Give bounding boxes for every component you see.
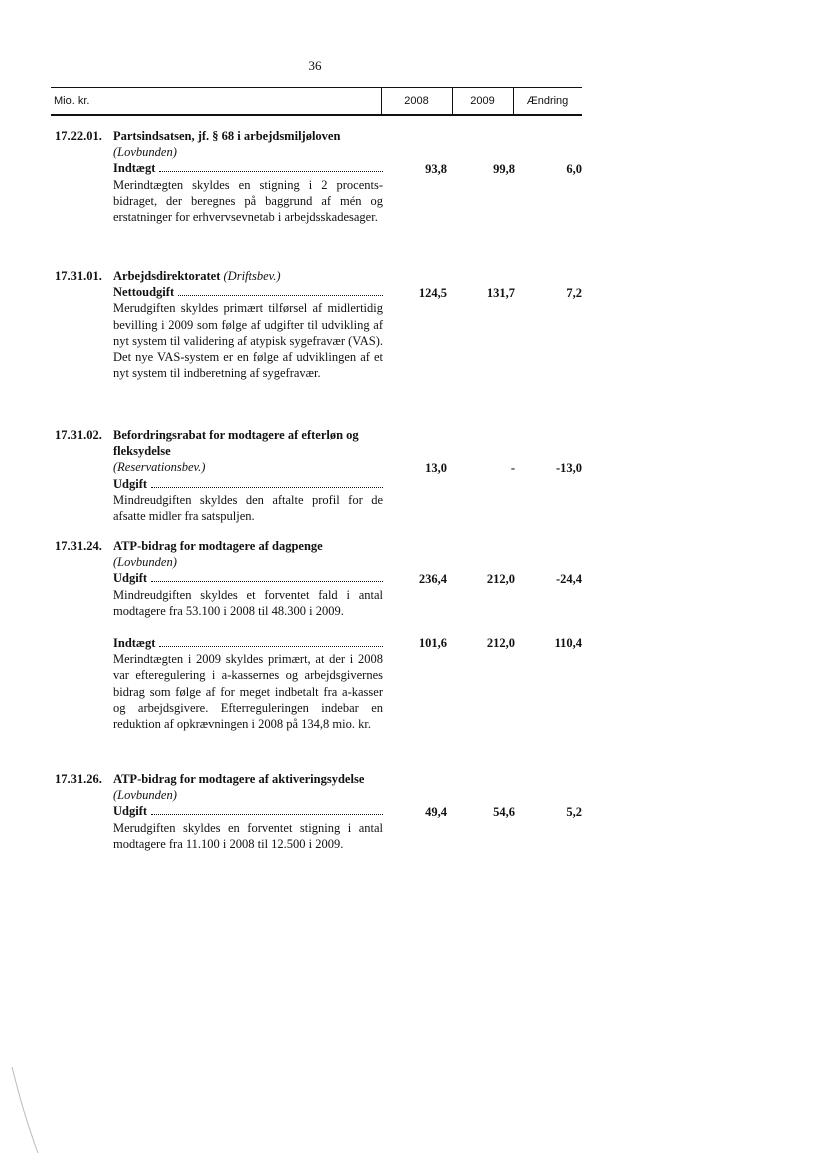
line-item-label: Indtægt (113, 160, 383, 176)
value-2009: 131,7 (486, 286, 515, 300)
value-2008: 49,4 (425, 805, 447, 819)
account-code: 17.31.01. (55, 269, 102, 283)
line-item-label: Udgift (113, 476, 383, 492)
account-code: 17.31.24. (55, 539, 102, 553)
column-header-2008: 2008 (404, 95, 429, 107)
pen-mark (10, 1065, 40, 1155)
table-header (51, 87, 582, 116)
value-change: 7,2 (566, 286, 582, 300)
value-2009: 54,6 (493, 805, 515, 819)
value-change: 6,0 (566, 162, 582, 176)
value-2009: 212,0 (486, 572, 515, 586)
entry-subtitle: (Lovbunden) (113, 145, 177, 160)
entry-subtitle: (Lovbunden) (113, 788, 177, 803)
line-item-description: Mindreudgiften skyldes et forventet fald i antal modtagere fra 53.100 i 2008 til 48.300 i 2009. (113, 587, 383, 618)
value-2009: - (510, 461, 515, 475)
value-change: 5,2 (566, 805, 582, 819)
unit-label: Mio. kr. (54, 95, 90, 107)
line-item-label: Indtægt (113, 635, 383, 651)
value-2009: 212,0 (486, 636, 515, 650)
line-item-description: Merudgiften skyldes primært tilførsel af midlertidig bevilling i 2009 som følge af udgifter til udvikling af nyt system til validering af atypisk sygefravær (VAS). Det nye VAS-system er en følge af udviklingen af et nyt system til indberetning af sygefravær. (113, 301, 383, 381)
page-number: 36 (308, 58, 322, 73)
value-2009: 99,8 (493, 162, 515, 176)
line-item-description: Merindtægten i 2009 skyldes primært, at der i 2008 var efteregulering i a-kassernes og arbejdsgivernes bidrag som følge af for meget indbetalt fra a-kasser og arbejdsgivere. Efterreguleringen indebar en reduktion af opkrævningen i 2008 på 134,8 mio. kr. (113, 652, 383, 732)
entry-subtitle: (Reservationsbev.) (113, 460, 206, 475)
line-item-label: Udgift (113, 570, 383, 586)
value-change: 110,4 (554, 636, 582, 650)
value-2008: 13,0 (425, 461, 447, 475)
column-header-change: Ændring (526, 95, 569, 107)
value-2008: 124,5 (418, 286, 447, 300)
entry-title: Arbejdsdirektoratet (Driftsbev.) (113, 269, 281, 283)
value-change: -13,0 (555, 461, 582, 475)
entry-title: ATP-bidrag for modtagere af aktiveringsydelse (113, 772, 365, 786)
line-item-description: Merudgiften skyldes en forventet stigning i antal modtagere fra 11.100 i 2008 til 12.500 i 2009. (113, 820, 383, 851)
account-code: 17.31.26. (55, 772, 102, 786)
account-code: 17.31.02. (55, 428, 102, 442)
value-2008: 236,4 (418, 572, 447, 586)
line-item-description: Merindtægten skyldes en stigning i 2 procents-bidraget, der beregnes på baggrund af mén og erstatninger for erhvervsevnetab i arbejdsskadesager. (113, 177, 383, 225)
value-2008: 93,8 (425, 162, 447, 176)
line-item-label: Udgift (113, 803, 383, 819)
column-header-2009: 2009 (470, 95, 495, 107)
entry-title: ATP-bidrag for modtagere af dagpenge (Lovbunden) (113, 539, 323, 570)
entry-title: Befordringsrabat for modtagere af efterløn og fleksydelse (113, 428, 359, 459)
account-code: 17.22.01. (55, 129, 102, 143)
line-item-label: Nettoudgift (113, 284, 383, 300)
value-change: -24,4 (555, 572, 582, 586)
line-item-description: Mindreudgiften skyldes den aftalte profil for de afsatte midler fra satspuljen. (113, 492, 383, 524)
entry-title: Partsindsatsen, jf. § 68 i arbejdsmiljøloven (113, 129, 341, 143)
value-2008: 101,6 (418, 636, 447, 650)
